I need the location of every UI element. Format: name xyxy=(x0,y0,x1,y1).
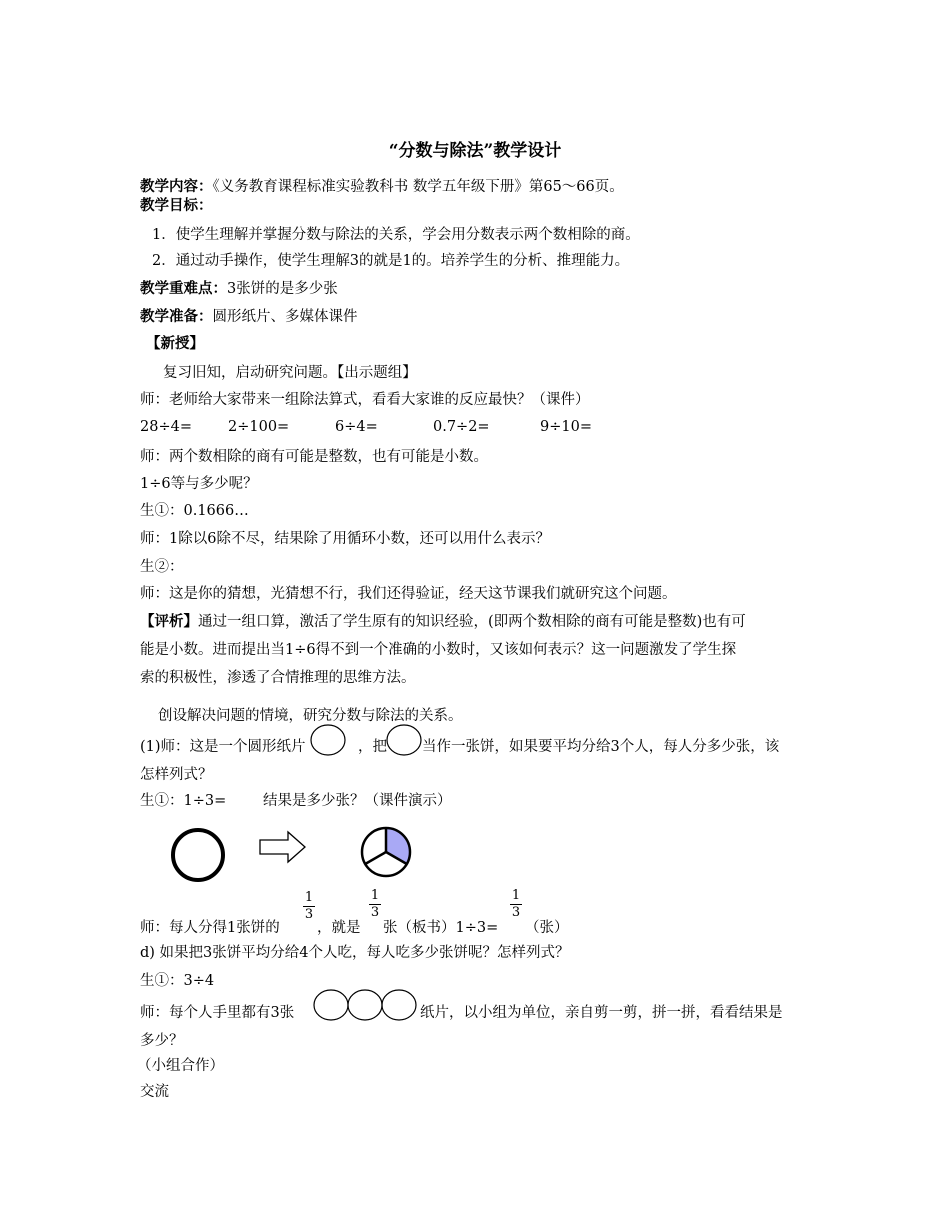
teacher-line-4: 师：这是你的猜想，光猜想不行，我们还得验证，经天这节课我们就研究这个问题。 xyxy=(140,586,677,602)
goals-label: 教学目标： xyxy=(140,197,213,214)
fraction-one-third xyxy=(510,889,522,920)
q1-part-c: 当作一张饼，如果要平均分给3个人，每人分多少张，该 xyxy=(422,739,780,755)
calc-1: 28÷4= xyxy=(140,419,192,435)
calc-3: 6÷4= xyxy=(335,419,378,435)
student-line-2: 生②： xyxy=(140,559,184,575)
situation-line: 创设解决问题的情境，研究分数与除法的关系。 xyxy=(158,708,463,724)
fraction-numerator: 1 xyxy=(511,888,521,903)
fraction-denominator: 3 xyxy=(304,907,314,922)
student-line-1: 生①：0.1666… xyxy=(140,503,249,519)
question-line-1: 1÷6等与多少呢？ xyxy=(140,476,258,492)
teacher-line-5c: 张（板书）1÷3= xyxy=(383,920,499,936)
teacher-line-6-2: 多少？ xyxy=(140,1033,184,1049)
content-label: 教学内容： xyxy=(140,178,213,195)
arrow-right-icon xyxy=(258,830,308,866)
teacher-line-5a: 师：每人分得1张饼的 xyxy=(140,920,280,936)
teacher-line-3: 师：1除以6除不尽，结果除了用循环小数，还可以用什么表示？ xyxy=(140,531,550,547)
comment-line-3: 索的积极性，渗透了合情推理的思维方法。 xyxy=(140,670,416,686)
circle-paper-icon xyxy=(386,722,426,756)
student-line-4: 生①：3÷4 xyxy=(140,973,215,989)
student-line-3a: 生①：1÷3= xyxy=(140,793,227,809)
goal-item-1: 1．使学生理解并掌握分数与除法的关系，学会用分数表示两个数相除的商。 xyxy=(152,227,640,243)
fraction-denominator: 3 xyxy=(511,905,521,920)
calc-2: 2÷100= xyxy=(228,419,290,435)
prep-text: 圆形纸片、多媒体课件 xyxy=(212,309,358,325)
comment-label: 【评析】 xyxy=(140,613,198,630)
q1-part-a: (1)师：这是一个圆形纸片 xyxy=(140,739,306,755)
divided-circle-icon xyxy=(359,825,415,881)
prep-label: 教学准备： xyxy=(140,308,213,325)
content-line xyxy=(140,177,624,197)
q2-line: d) 如果把3张饼平均分给4个人吃，每人吃多少张饼呢？怎样列式？ xyxy=(140,945,570,961)
fraction-one-third xyxy=(303,891,315,922)
circle-paper-icon xyxy=(310,722,362,756)
whole-circle-icon xyxy=(168,825,230,887)
review-line: 复习旧知，启动研究问题。【出示题组】 xyxy=(163,365,417,381)
comment-line-2: 能是小数。进而提出当1÷6得不到一个准确的小数时，又该如何表示？这一问题激发了学生探 xyxy=(140,642,737,658)
q1-part-b: ，把 xyxy=(358,739,387,755)
calc-5: 9÷10= xyxy=(540,419,592,435)
fraction-numerator: 1 xyxy=(304,890,314,905)
page-title: “分数与除法”教学设计 xyxy=(388,141,562,161)
q1-line-2: 怎样列式？ xyxy=(140,767,213,783)
goal-item-2: 2．通过动手操作，使学生理解3的就是1的。培养学生的分析、推理能力。 xyxy=(152,253,630,269)
fraction-denominator: 3 xyxy=(370,905,380,920)
exchange-line: 交流 xyxy=(140,1084,169,1100)
calc-4: 0.7÷2= xyxy=(433,419,490,435)
teacher-line-2: 师：两个数相除的商有可能是整数，也有可能是小数。 xyxy=(140,449,488,465)
teacher-line-5b: ，就是 xyxy=(317,920,361,936)
key-points-label: 教学重难点： xyxy=(140,280,227,297)
key-points-line xyxy=(140,279,338,299)
three-circles-icon xyxy=(313,988,421,1022)
fraction-one-third xyxy=(369,889,381,920)
fraction-numerator: 1 xyxy=(370,888,380,903)
teacher-line-5d: （张） xyxy=(525,920,569,936)
teacher-line-6a: 师：每个人手里都有3张 xyxy=(140,1005,295,1021)
prep-line xyxy=(140,307,358,327)
content-text: 《义务教育课程标准实验教科书 数学五年级下册》第65～66页。 xyxy=(212,179,624,195)
comment-text-1: 通过一组口算，激活了学生原有的知识经验，(即两个数相除的商有可能是整数)也有可 xyxy=(198,614,746,630)
student-line-3b: 结果是多少张？（课件演示） xyxy=(263,793,452,809)
teacher-line-1: 师：老师给大家带来一组除法算式，看看大家谁的反应最快？（课件） xyxy=(140,392,590,408)
key-points-text: 3张饼的是多少张 xyxy=(227,281,338,297)
teacher-line-6b: 纸片，以小组为单位，亲自剪一剪，拼一拼，看看结果是 xyxy=(420,1005,783,1021)
group-work-line: （小组合作） xyxy=(137,1058,224,1074)
section-new: 【新授】 xyxy=(146,335,204,352)
comment-line-1 xyxy=(140,612,746,632)
